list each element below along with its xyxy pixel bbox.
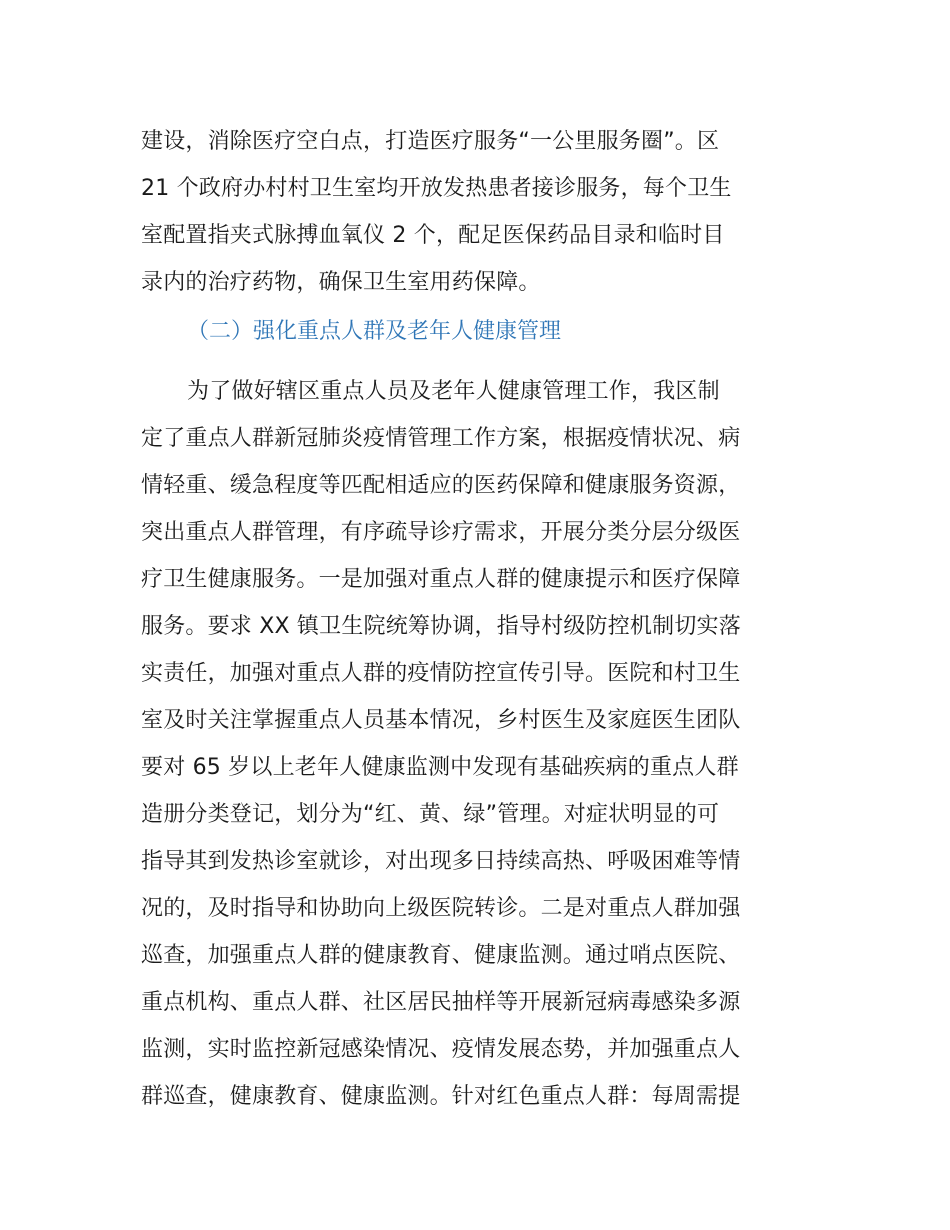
paragraph-line: 造册分类登记，划分为“红、黄、绿”管理。对症状明显的可: [141, 802, 720, 827]
paragraph-line: 室配置指夹式脉搏血氧仪 2 个，配足医保药品目录和临时目: [141, 223, 725, 248]
paragraph-line: 建设，消除医疗空白点，打造医疗服务“一公里服务圈”。区: [141, 129, 720, 154]
paragraph-line: 突出重点人群管理，有序疏导诊疗需求，开展分类分层分级医: [141, 520, 741, 545]
paragraph-line: 群巡查，健康教育、健康监测。针对红色重点人群：每周需提: [141, 1084, 741, 1109]
paragraph-line: 录内的治疗药物，确保卫生室用药保障。: [141, 270, 541, 295]
paragraph-line: 况的，及时指导和协助向上级医院转诊。二是对重点人群加强: [141, 896, 741, 921]
paragraph-continuation: [141, 118, 821, 306]
paragraph-line: 重点机构、重点人群、社区居民抽样等开展新冠病毒感染多源: [141, 990, 741, 1015]
paragraph-line: 疗卫生健康服务。一是加强对重点人群的健康提示和医疗保障: [141, 567, 741, 592]
paragraph-line: 监测，实时监控新冠感染情况、疫情发展态势，并加强重点人: [141, 1037, 741, 1062]
paragraph-line: 情轻重、缓急程度等匹配相适应的医药保障和健康服务资源，: [141, 473, 741, 498]
paragraph-line: 指导其到发热诊室就诊，对出现多日持续高热、呼吸困难等情: [141, 849, 741, 874]
paragraph-line: 室及时关注掌握重点人员基本情况，乡村医生及家庭医生团队: [141, 708, 741, 733]
section-heading: （二）强化重点人群及老年人健康管理: [187, 319, 562, 344]
paragraph-line: 服务。要求 XX 镇卫生院统筹协调，指导村级防控机制切实落: [141, 614, 741, 639]
paragraph-line: 实责任，加强对重点人群的疫情防控宣传引导。医院和村卫生: [141, 661, 741, 686]
paragraph-line: 巡查，加强重点人群的健康教育、健康监测。通过哨点医院、: [141, 943, 741, 968]
paragraph-line: 定了重点人群新冠肺炎疫情管理工作方案，根据疫情状况、病: [141, 426, 741, 451]
paragraph-health-management: [141, 368, 821, 1120]
paragraph-line: 为了做好辖区重点人员及老年人健康管理工作，我区制: [187, 379, 720, 404]
paragraph-line: 21 个政府办村村卫生室均开放发热患者接诊服务，每个卫生: [141, 176, 732, 201]
paragraph-line: 要对 65 岁以上老年人健康监测中发现有基础疾病的重点人群: [141, 755, 739, 780]
